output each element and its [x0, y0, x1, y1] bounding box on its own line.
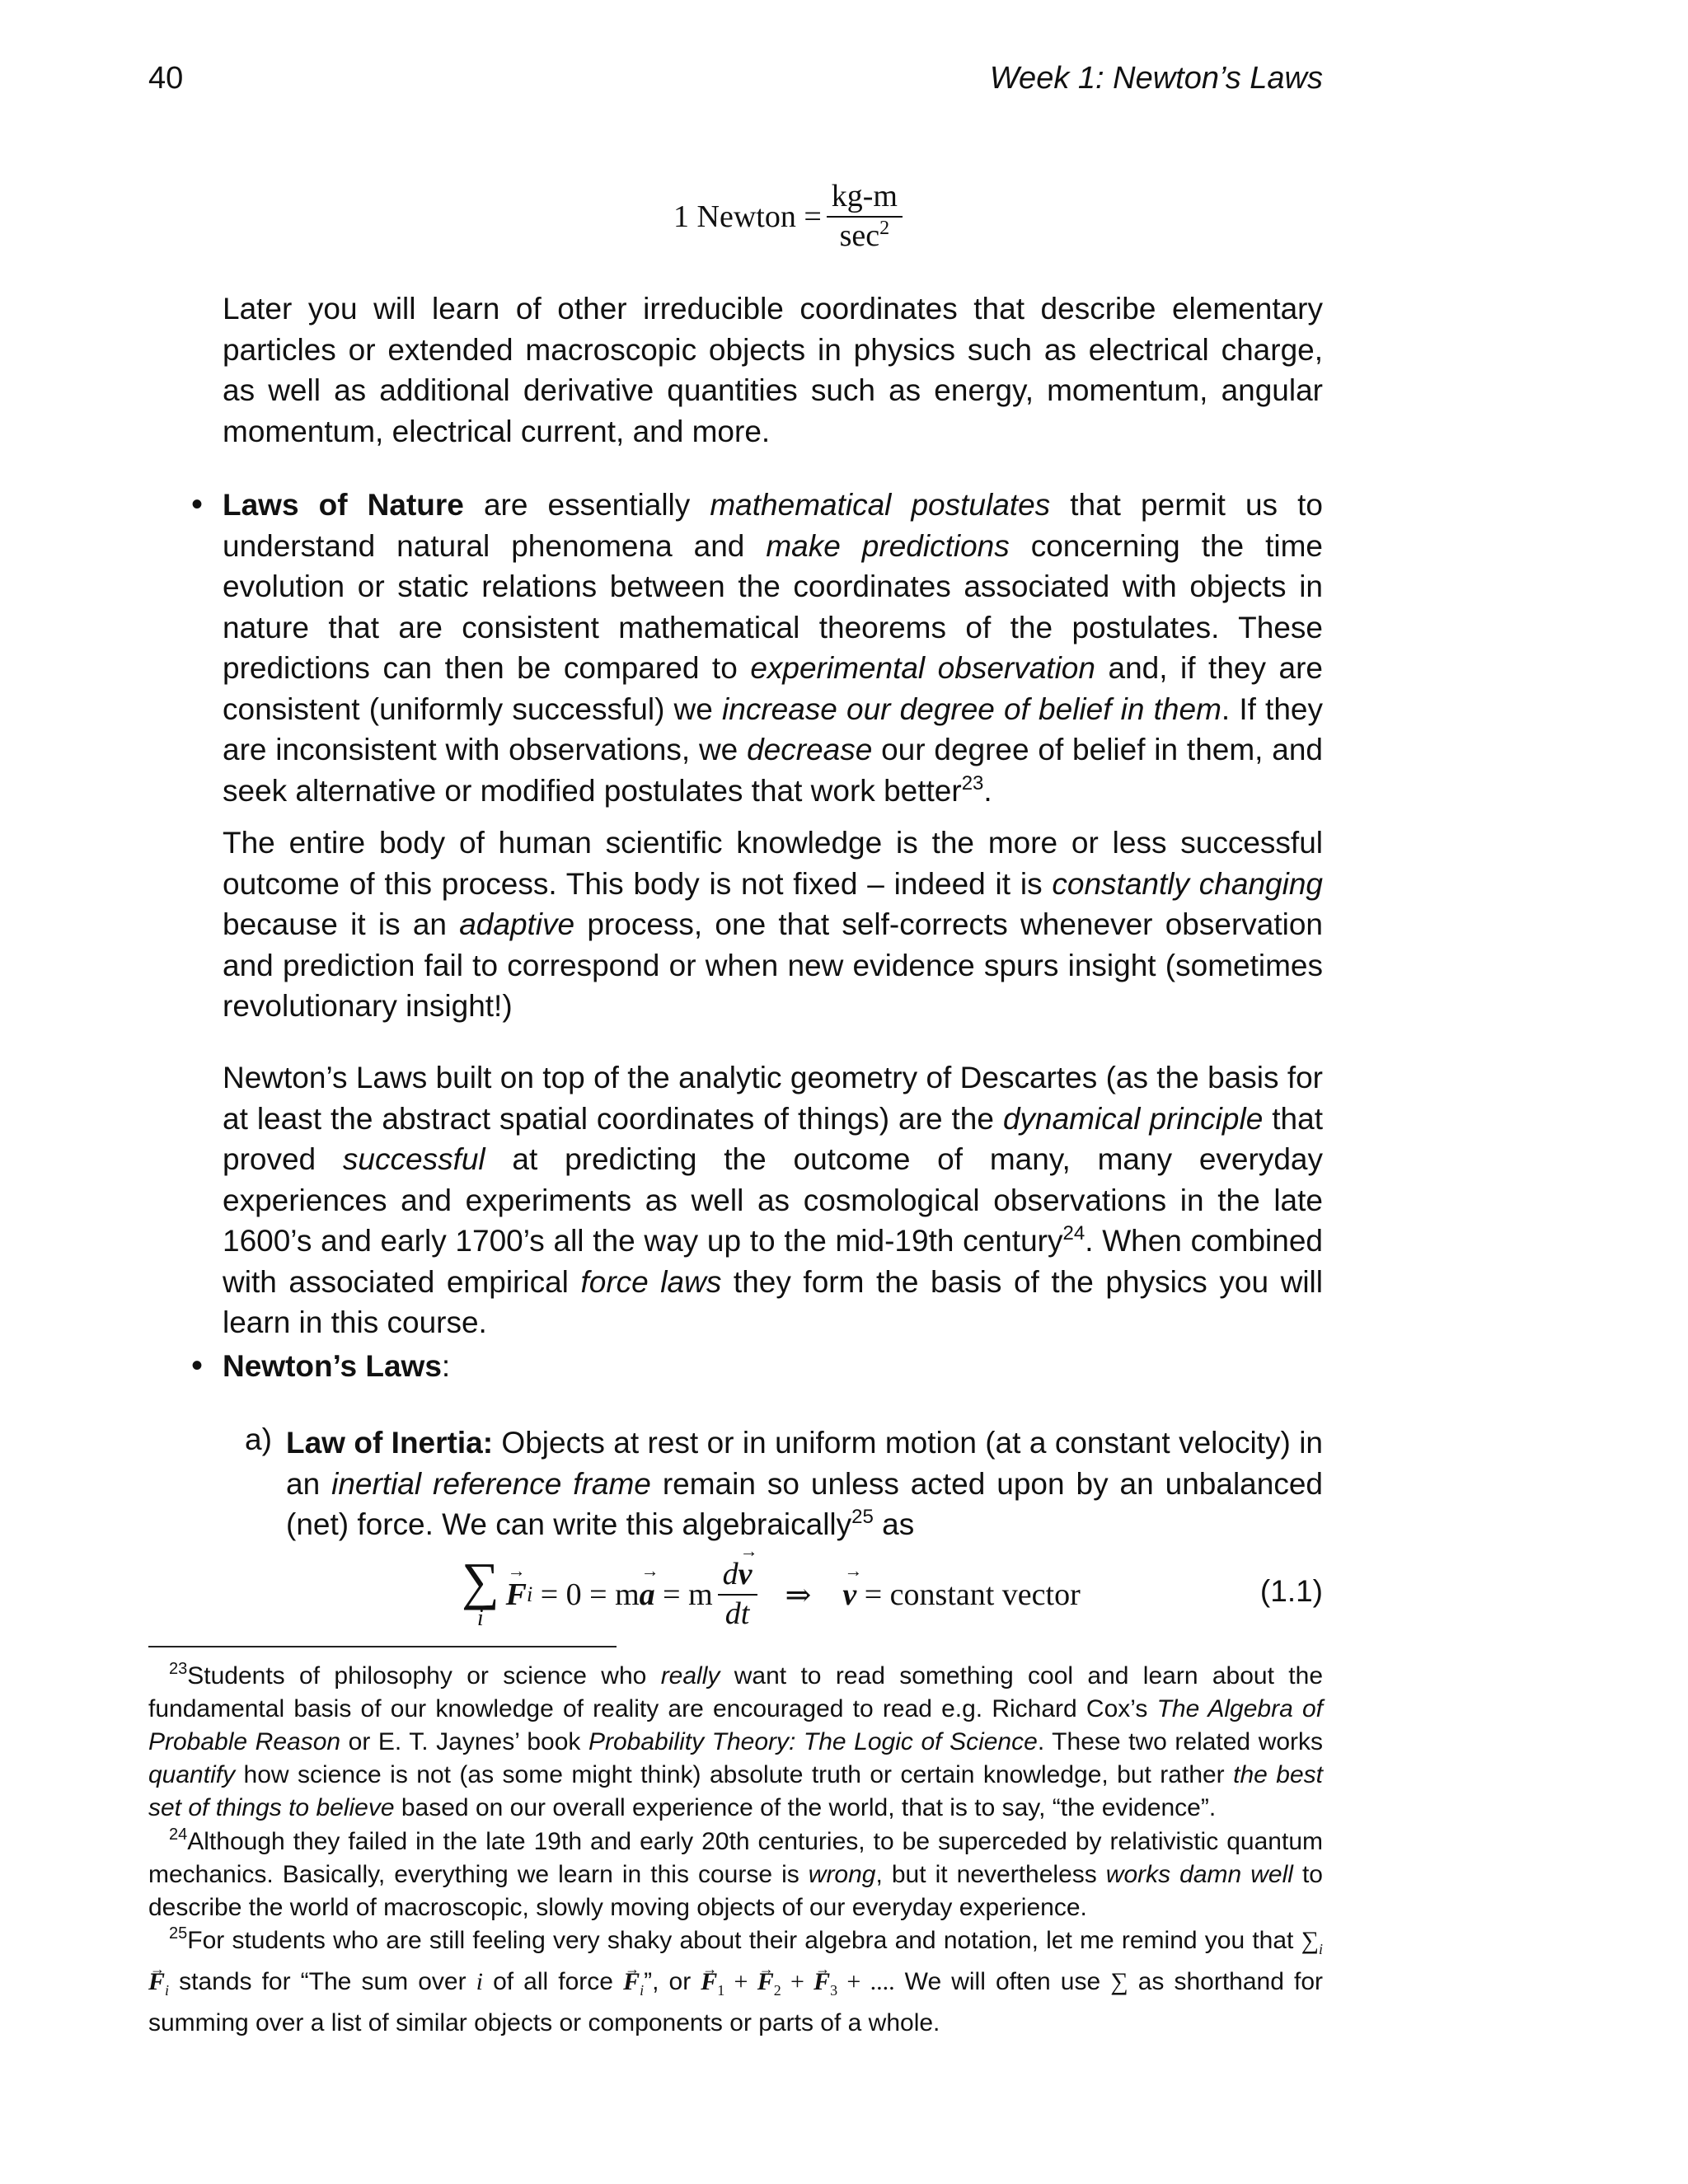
footnote-rule [148, 1646, 617, 1647]
newton-unit-equation [0, 180, 1688, 254]
newton-fraction [827, 180, 903, 254]
term-law-of-inertia: Law of Inertia: [286, 1426, 494, 1460]
implies-arrow: ⇒ [785, 1577, 812, 1613]
newton-lhs: 1 Newton = [673, 199, 822, 234]
footnote-ref-25[interactable]: 25 [851, 1506, 874, 1528]
heading-newtons-laws: Newton’s Laws: [223, 1349, 451, 1383]
force-sum-expression: → $F_1$ + → $F_2$ + → $F_3$ + .... [701, 1968, 894, 1995]
derivative-fraction: $\frac{d\to v}{dt}$ [718, 1558, 757, 1632]
paragraph-scientific-knowledge: The entire body of human scientific knowledge is the more or less successful outcome of this process. This body is not fixed – indeed it is constantly changing because it is an adaptive process, one that self-corrects whenever observation and prediction fail to correspond or when new evidence spurs insight (sometimes revolutionary insight!) [223, 826, 1324, 1023]
paragraph-coordinates: Later you will learn of other irreducible coordinates that describe elementary particles or extended macroscopic objects in physics such as electrical charge, as well as additional derivative quantities such as energy, momentum, angular momentum, electrical current, and more. [223, 292, 1323, 448]
paragraph-newtons-laws-history: Newton’s Laws built on top of the analytic geometry of Descartes (as the basis for at least the abstract spatial coordinates of things) are the dynamical principle that proved successful at predicting the outcome of many, many everyday experiences and experiments as well as cosmological observations in the late 1600’s and early 1700’s all the way up to the mid-19th century$^{24}$. When combined with associated empirical force laws they form the basis of the physics you will learn in this course. [223, 1061, 1324, 1339]
page-number: 40 [148, 61, 184, 96]
term-laws-of-nature: Laws of Nature [223, 488, 464, 522]
footnote-mark-25: 25 [169, 1924, 188, 1943]
footnote-25: $^{25}$For students who are still feeling very shaky about their algebra and notation, let me remind you that $\sum_i \to F_i$ stands for “The sum over i of all force → $F_i$”, or → $F_1$ + → $F_2$ + → $F_3$ + .... We will often use ∑ as shorthand for summing over a list of similar objects or components or parts of a whole. [148, 1924, 1323, 2040]
footnote-ref-23[interactable]: 23 [961, 771, 984, 794]
footnote-24: $^{24}$Although they failed in the late 19th and early 20th centuries, to be superceded by relativistic quantum mechanics. Basically, everything we learn in this course is wrong, but it nevertheless works damn well to describe the world of macroscopic, slowly moving objects of our everyday experience. [148, 1825, 1323, 1921]
acceleration-vector: → a [640, 1577, 655, 1613]
velocity-vector: → v [842, 1577, 856, 1613]
page-header [148, 61, 1323, 102]
force-vector: → F [506, 1577, 527, 1613]
fraction-denominator [835, 218, 895, 254]
fraction-numerator: kg-m [827, 180, 903, 218]
paragraph-laws-of-nature: Laws of Nature are essentially mathematical postulates that permit us to understand natural phenomena and make predictions concerning the time evolution or static relations between the coordinates associated with objects in nature that are consistent mathematical theorems of the postulates. These predictions can then be compared to experimental observation and, if they are consistent (uniformly successful) we increase our degree of belief in them. If they are inconsistent with observations, we decrease our degree of belief in them, and seek alternative or modified postulates that work better$^{23}$. [223, 488, 1324, 808]
running-title: Week 1: Newton’s Laws [989, 61, 1323, 96]
velocity-vector-num: → v [738, 1558, 753, 1592]
bullet-newtons-laws: • [191, 1347, 204, 1384]
footnote-ref-24[interactable]: 24 [1062, 1222, 1085, 1244]
denominator-base: sec [839, 218, 880, 253]
equation-1-1: ∑ i → F i = 0 = m → a = m $\frac{d\to v}{dt}$ ⇒ → v = constant vector (1.1) [0, 1549, 1688, 1640]
footnote-mark-24: 24 [169, 1825, 188, 1844]
denominator-exponent: 2 [879, 217, 890, 239]
sum-operator: ∑ i [462, 1552, 499, 1631]
term-newtons-laws: Newton’s Laws [223, 1349, 442, 1383]
footnote-23: $^{23}$Students of philosophy or science who really want to read something cool and learn about the fundamental basis of our knowledge of reality are encouraged to read e.g. Richard Cox’s The Algebra of Probable Reason or E. T. Jaynes’ book Probability Theory: The Logic of Science. These two related works quantify how science is not (as some might think) absolute truth or certain knowledge, but rather the best set of things to believe based on our overall experience of the world, that is to say, “the evidence”. [148, 1660, 1324, 1821]
footnote-mark-23: 23 [169, 1660, 188, 1678]
sum-notation: $\sum_i \to F_i$ [148, 1927, 1323, 1995]
bullet-laws-of-nature: • [191, 486, 204, 523]
list-label-a: a) [245, 1422, 272, 1456]
equation-number: (1.1) [1259, 1574, 1323, 1608]
paragraph-law-of-inertia: Law of Inertia: Objects at rest or in uniform motion (at a constant velocity) in an inertial reference frame remain so unless acted upon by an unbalanced (net) force. We can write this algebraically$^{25}$ as [286, 1426, 1323, 1541]
